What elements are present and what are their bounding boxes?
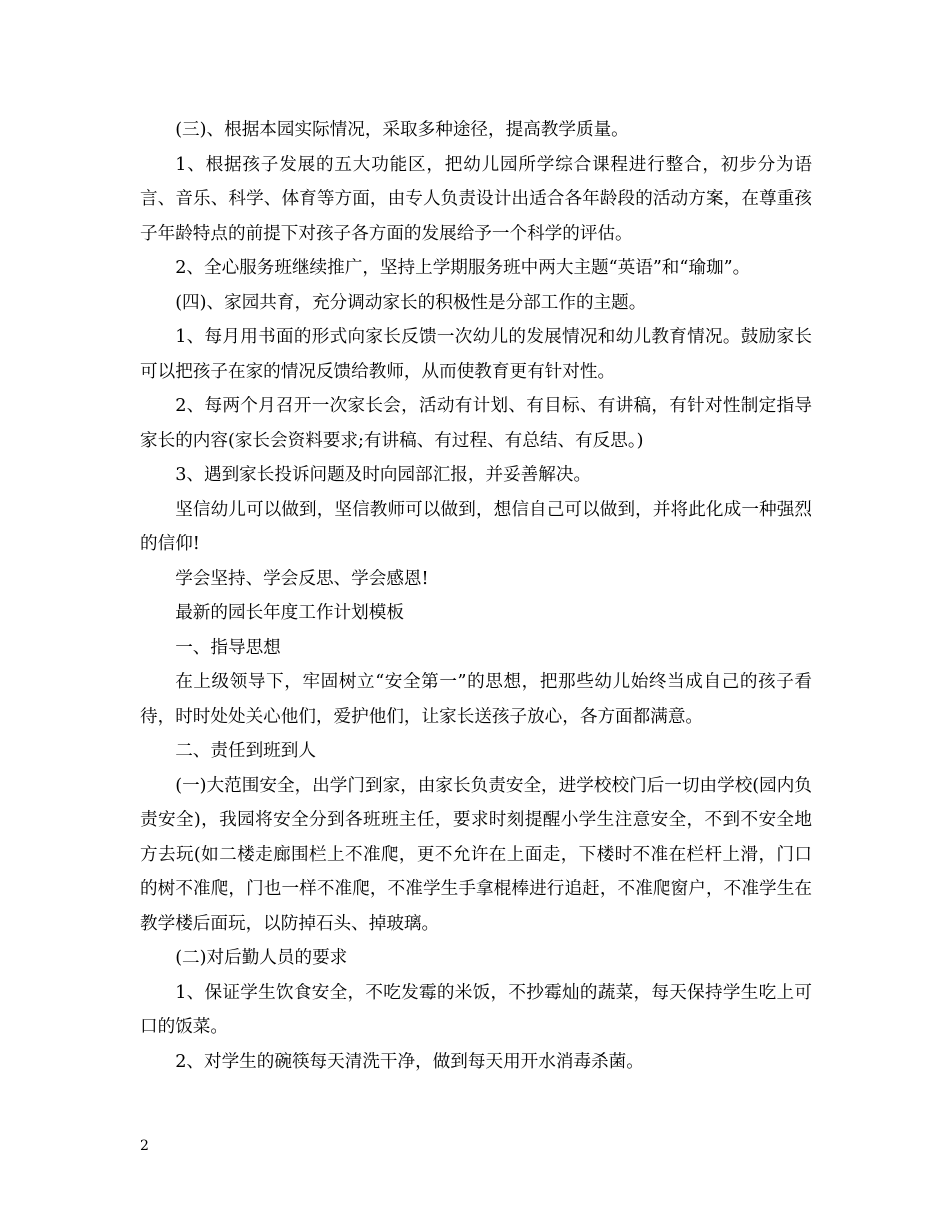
document-body [140, 113, 812, 1079]
paragraph: 2、全心服务班继续推广，坚持上学期服务班中两大主题“英语”和“瑜珈”。 [175, 258, 751, 278]
section-heading: 二、责任到班到人 [175, 741, 316, 761]
paragraph: 坚信幼儿可以做到，坚信教师可以做到，想信自己可以做到，并将此化成一种强烈的信仰! [140, 499, 812, 554]
paragraph: 学会坚持、学会反思、学会感恩! [175, 568, 429, 589]
paragraph: 1、根据孩子发展的五大功能区，把幼儿园所学综合课程进行整合，初步分为语言、音乐、科学、体育等方面，由专人负责设计出适合各年龄段的活动方案，在尊重孩子年龄特点的前提下对孩子各方面的发展给予一个科学的评估。 [140, 154, 812, 244]
page-number: 2 [140, 1138, 149, 1154]
paragraph: (四)、家园共育，充分调动家长的积极性是分部工作的主题。 [175, 292, 647, 313]
paragraph: 1、保证学生饮食安全，不吃发霉的米饭，不抄霉灿的蔬菜，每天保持学生吃上可口的饭菜。 [140, 982, 812, 1037]
subsection-heading: (二)对后勤人员的要求 [175, 948, 348, 968]
paragraph: 1、每月用书面的形式向家长反馈一次幼儿的发展情况和幼儿教育情况。鼓励家长可以把孩子在家的情况反馈给教师，从而使教育更有针对性。 [140, 327, 812, 382]
section-heading: 一、指导思想 [175, 637, 281, 658]
paragraph: 2、对学生的碗筷每天清洗干净，做到每天用开水消毒杀菌。 [175, 1051, 644, 1072]
paragraph: (一)大范围安全，出学门到家，由家长负责安全，进学校校门后一切由学校(园内负责安全)，我园将安全分到各班班主任，要求时刻提醒小学生注意安全，不到不安全地方去玩(如二楼走廊围栏上不准爬，更不允许在上面走，下楼时不准在栏杆上滑，门口的树不准爬，门也一样不准爬，不准学生手拿棍棒进行追赶，不准爬窗户，不准学生在教学楼后面玩，以防掉石头、掉玻璃。 [140, 775, 812, 934]
paragraph: 3、遇到家长投诉问题及时向园部汇报，并妥善解决。 [175, 465, 592, 485]
paragraph: 2、每两个月召开一次家长会，活动有计划、有目标、有讲稿，有针对性制定指导家长的内容(家长会资料要求;有讲稿、有过程、有总结、有反思。) [140, 396, 812, 451]
paragraph: 在上级领导下，牢固树立“安全第一”的思想，把那些幼儿始终当成自己的孩子看待，时时处处关心他们，爱护他们，让家长送孩子放心，各方面都满意。 [140, 672, 812, 727]
section-title: 最新的园长年度工作计划模板 [175, 603, 404, 623]
paragraph: (三)、根据本园实际情况，采取多种途径，提高教学质量。 [175, 120, 629, 140]
